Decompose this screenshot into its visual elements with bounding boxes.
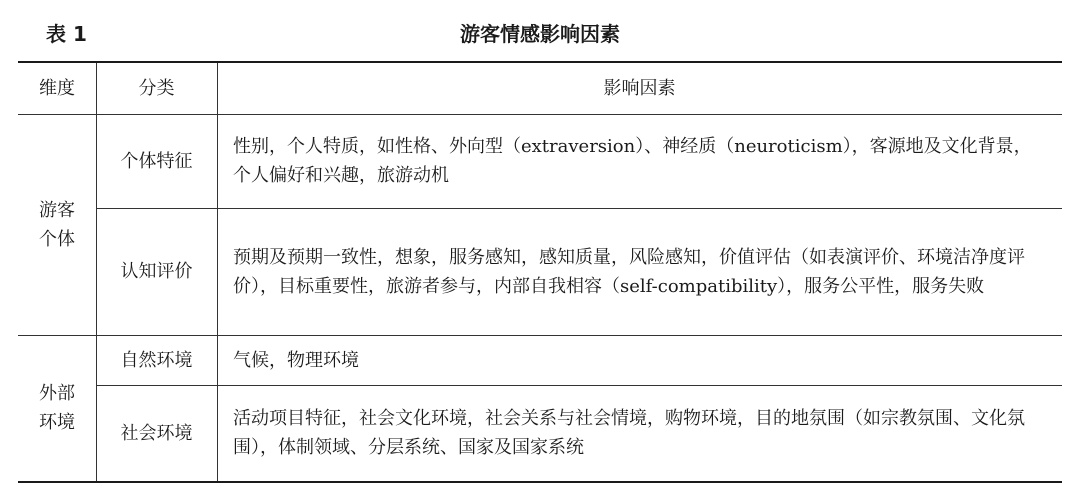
factors-text: 预期及预期一致性，想象，服务感知，感知质量，风险感知，价值评估（如表演评价、环境洁净度评价），目标重要性，旅游者参与，内部自我相容（self-compatibility），服务公平性，服务失败 xyxy=(233,246,1025,297)
dimension-external-environment: 外部 环境 xyxy=(39,383,75,433)
column-divider xyxy=(217,63,218,481)
factors-cell xyxy=(217,114,1062,208)
header-divider xyxy=(18,114,1062,115)
category-cell: 个体特征 xyxy=(120,150,193,172)
factors-text: 性别，个人特质，如性格、外向型（extraversion）、神经质（neuroticism），客源地及文化背景，个人偏好和兴趣，旅游动机 xyxy=(233,136,1032,186)
factors-cell xyxy=(217,335,1062,385)
column-divider xyxy=(96,63,97,481)
table-number: 表 1 xyxy=(46,22,87,46)
header-factors: 影响因素 xyxy=(603,78,676,99)
factors-text: 活动项目特征，社会文化环境，社会关系与社会情境，购物环境，目的地氛围（如宗教氛围、文化氛围），体制领域、分层系统、国家及国家系统 xyxy=(233,408,1025,458)
table-title: 游客情感影响因素 xyxy=(460,22,620,46)
category-cell: 社会环境 xyxy=(120,422,193,444)
header-dimension: 维度 xyxy=(39,78,75,99)
row-divider xyxy=(96,385,1062,386)
factors-text: 气候，物理环境 xyxy=(233,349,359,371)
category-cell: 自然环境 xyxy=(120,349,193,371)
dimension-tourist-individual: 游客 个体 xyxy=(39,199,75,250)
header-category: 分类 xyxy=(138,78,175,99)
category-cell: 认知评价 xyxy=(120,261,193,282)
factors-cell xyxy=(217,385,1062,481)
row-divider xyxy=(96,208,1062,209)
factors-cell xyxy=(217,208,1062,335)
table-caption xyxy=(0,0,1080,64)
table-bottom-rule xyxy=(18,481,1062,483)
group-divider xyxy=(18,335,1062,336)
